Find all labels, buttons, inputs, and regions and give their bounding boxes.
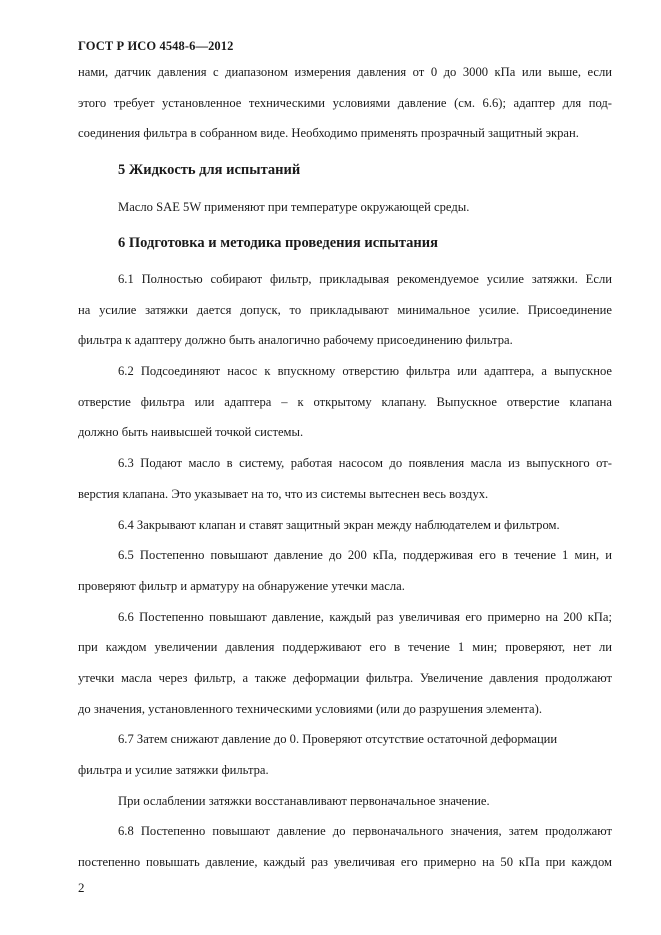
section-5-title: 5 Жидкость для испытаний (118, 162, 301, 178)
para-6-2-line-2: отверстие фильтра или адаптера – к открытому клапану. Выпускное отверстие клапана (78, 395, 612, 409)
para-6-5-line-1: 6.5 Постепенно повышают давление до 200 кПа, поддерживая его в течение 1 мин, и (118, 548, 612, 562)
section-5-paragraph: Масло SAE 5W применяют при температуре окружающей среды. (118, 200, 470, 214)
para-6-8-line-1: 6.8 Постепенно повышают давление до первоначального значения, затем продолжают (118, 824, 612, 838)
section-6-title: 6 Подготовка и методика проведения испытания (118, 235, 438, 251)
standard-header: ГОСТ Р ИСО 4548-6—2012 (78, 39, 234, 53)
para-6-1-line-3: фильтра к адаптеру должно быть аналогично рабочему присоединению фильтра. (78, 333, 513, 347)
para-6-7-line-1: 6.7 Затем снижают давление до 0. Проверяют отсутствие остаточной деформации (118, 732, 558, 746)
para-6-1-line-2: на усилие затяжки дается допуск, то прикладывают минимальное усилие. Присоединение (78, 303, 612, 317)
para-6-8-line-2: постепенно повышать давление, каждый раз увеличивая его примерно на 50 кПа при каждом (78, 855, 612, 869)
intro-line-3: соединения фильтра в собранном виде. Необходимо применять прозрачный защитный экран. (78, 126, 579, 140)
para-6-3-line-2: верстия клапана. Это указывает на то, что из системы вытеснен весь воздух. (78, 487, 489, 501)
para-6-7b-line-1: При ослаблении затяжки восстанавливают первоначальное значение. (118, 794, 490, 808)
para-6-6-line-3: утечки масла через фильтр, а также деформации фильтра. Увеличение давления продолжают (78, 671, 612, 685)
para-6-4-line-1: 6.4 Закрывают клапан и ставят защитный экран между наблюдателем и фильтром. (118, 518, 560, 532)
para-6-1-line-1: 6.1 Полностью собирают фильтр, прикладывая рекомендуемое усилие затяжки. Если (118, 272, 612, 286)
para-6-6-line-1: 6.6 Постепенно повышают давление, каждый раз увеличивая его примерно на 200 кПа; (118, 610, 612, 624)
para-6-3-line-1: 6.3 Подают масло в систему, работая насосом до появления масла из выпускного от- (118, 456, 612, 470)
para-6-5-line-2: проверяют фильтр и арматуру на обнаружение утечки масла. (78, 579, 405, 593)
para-6-2-line-1: 6.2 Подсоединяют насос к впускному отверстию фильтра или адаптера, а выпускное (118, 364, 612, 378)
para-6-7-line-2: фильтра и усилие затяжки фильтра. (78, 763, 269, 777)
para-6-6-line-4: до значения, установленного техническими условиями (или до разрушения элемента). (78, 702, 542, 716)
page-number: 2 (78, 880, 85, 895)
intro-line-1: нами, датчик давления с диапазоном измерения давления от 0 до 3000 кПа или выше, если (78, 65, 612, 79)
para-6-6-line-2: при каждом увеличении давления поддерживают его в течение 1 мин; проверяют, нет ли (78, 640, 612, 654)
intro-line-2: этого требует установленное техническими условиями давление (см. 6.6); адаптер для под- (78, 96, 612, 110)
para-6-2-line-3: должно быть наивысшей точкой системы. (78, 425, 304, 439)
